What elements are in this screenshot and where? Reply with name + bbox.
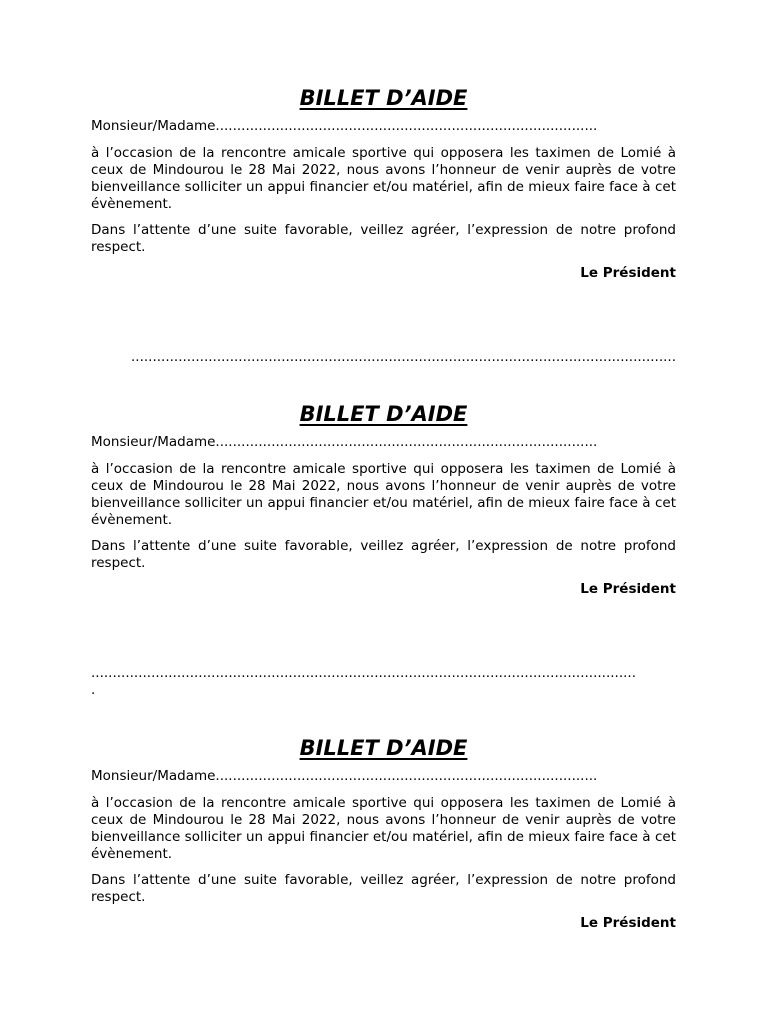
ticket-title: BILLET D’AIDE (299, 402, 468, 426)
closing-paragraph: Dans l’attente d’une suite favorable, veillez agréer, l’expression de notre profond respect. (91, 538, 676, 571)
billet-2 (91, 401, 676, 598)
cut-line-1 (91, 349, 676, 366)
closing-paragraph: Dans l’attente d’une suite favorable, veillez agréer, l’expression de notre profond respect. (91, 872, 676, 905)
salutation-line: Monsieur/Madame......................................................................................... (91, 434, 598, 450)
body-paragraph: à l’occasion de la rencontre amicale sportive qui opposera les taximen de Lomié à ceux de Mindourou le 28 Mai 2022, nous avons l’honneur de venir auprès de votre bienveillance solliciter un appui financier et/ou matériel, afin de mieux faire face à cet évènement. (91, 461, 676, 528)
signature: Le Président (580, 915, 676, 931)
signature: Le Président (580, 581, 676, 597)
ticket-title: BILLET D’AIDE (299, 736, 468, 760)
dotted-line-tail: . (91, 682, 96, 698)
ticket-title: BILLET D’AIDE (299, 86, 468, 110)
salutation-line: Monsieur/Madame......................................................................................... (91, 118, 598, 134)
dotted-line: ............................................................................................................................... (131, 349, 676, 365)
billet-3 (91, 735, 676, 932)
body-paragraph: à l’occasion de la rencontre amicale sportive qui opposera les taximen de Lomié à ceux de Mindourou le 28 Mai 2022, nous avons l’honneur de venir auprès de votre bienveillance solliciter un appui financier et/ou matériel, afin de mieux faire face à cet évènement. (91, 145, 676, 212)
billet-1 (91, 85, 676, 282)
signature: Le Président (580, 265, 676, 281)
cut-line-2 (91, 665, 676, 699)
closing-paragraph: Dans l’attente d’une suite favorable, veillez agréer, l’expression de notre profond respect. (91, 222, 676, 255)
dotted-line: ............................................................................................................................... (91, 665, 636, 681)
salutation-line: Monsieur/Madame......................................................................................... (91, 768, 598, 784)
body-paragraph: à l’occasion de la rencontre amicale sportive qui opposera les taximen de Lomié à ceux de Mindourou le 28 Mai 2022, nous avons l’honneur de venir auprès de votre bienveillance solliciter un appui financier et/ou matériel, afin de mieux faire face à cet évènement. (91, 795, 676, 862)
